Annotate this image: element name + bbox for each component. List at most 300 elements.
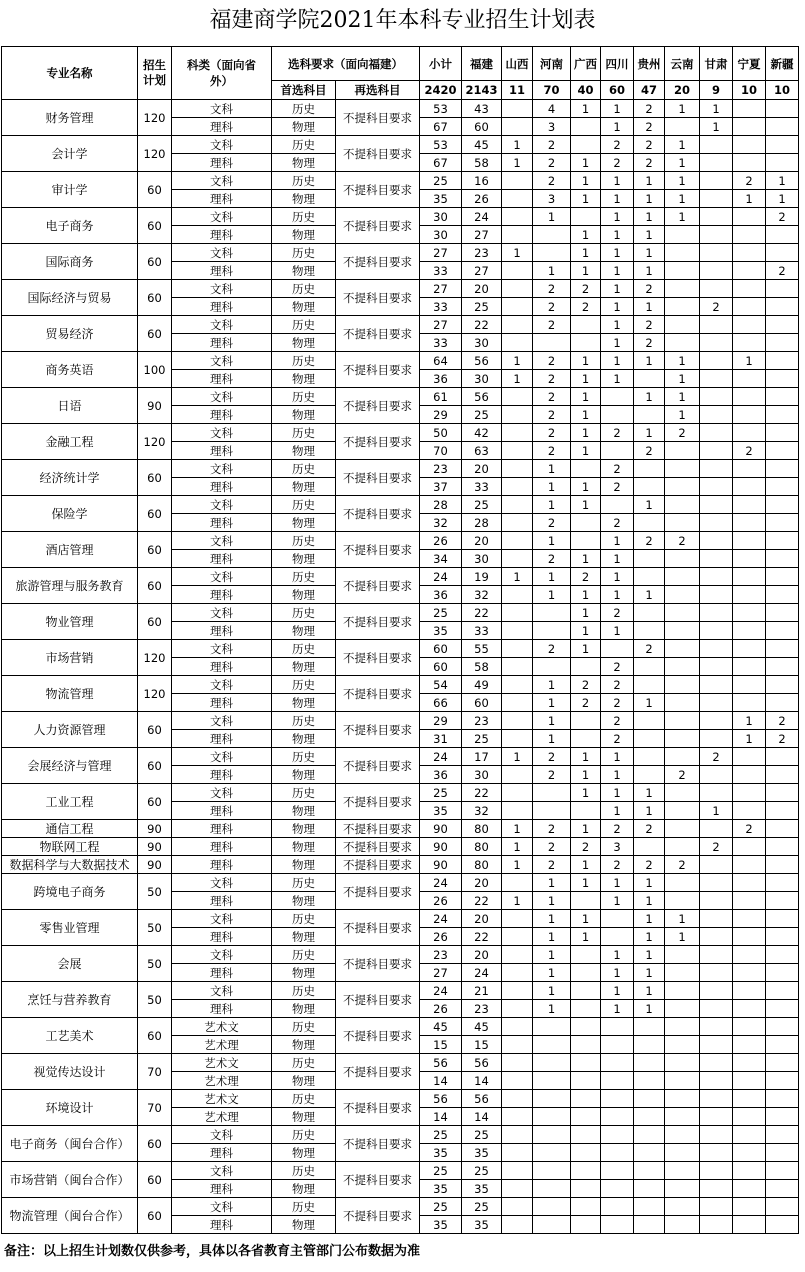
second-subject-cell: 不提科目要求 [336,1054,420,1090]
table-row [2,838,799,856]
category-cell: 艺术理 [172,1036,272,1054]
province-cell [634,406,665,424]
province-cell [502,118,533,136]
province-cell [733,424,766,442]
subtotal-cell: 26 [420,1000,462,1018]
subtotal-cell: 54 [420,676,462,694]
province-cell: 1 [601,532,634,550]
table-row [2,874,799,892]
province-cell [665,514,700,532]
province-cell [571,460,601,478]
province-cell: 1 [533,208,571,226]
plan-cell: 100 [138,352,172,388]
second-subject-cell: 不提科目要求 [336,172,420,208]
province-cell [733,982,766,1000]
plan-cell: 90 [138,838,172,856]
province-cell [571,532,601,550]
province-cell: 1 [571,406,601,424]
first-subject-cell: 历史 [272,676,336,694]
subtotal-cell: 26 [420,532,462,550]
province-cell: 2 [665,766,700,784]
province-cell [766,838,799,856]
plan-cell: 60 [138,208,172,244]
province-cell: 2 [601,478,634,496]
second-subject-cell: 不提科目要求 [336,838,420,856]
province-cell [700,244,733,262]
province-cell [533,1072,571,1090]
major-name-cell: 市场营销（闽台合作） [2,1162,138,1198]
province-cell: 1 [634,388,665,406]
province-cell [601,1054,634,1072]
plan-cell: 70 [138,1090,172,1126]
province-cell: 1 [766,190,799,208]
fujian-cell: 22 [462,784,502,802]
province-cell: 1 [601,100,634,118]
plan-cell: 60 [138,568,172,604]
province-cell: 2 [601,820,634,838]
category-cell: 理科 [172,694,272,712]
province-cell: 1 [733,712,766,730]
table-row [2,244,799,262]
major-name-cell: 工业工程 [2,784,138,820]
fujian-cell: 16 [462,172,502,190]
province-cell [601,1036,634,1054]
major-name-cell: 环境设计 [2,1090,138,1126]
province-cell [700,1126,733,1144]
first-subject-cell: 物理 [272,298,336,316]
province-cell [766,928,799,946]
province-cell: 2 [571,280,601,298]
province-cell [502,190,533,208]
major-name-cell: 国际经济与贸易 [2,280,138,316]
total-cell: 2420 [420,81,462,100]
province-cell [665,262,700,280]
province-cell [571,892,601,910]
province-cell [700,712,733,730]
category-cell: 文科 [172,100,272,118]
table-row [2,856,799,874]
province-cell: 2 [533,388,571,406]
fujian-cell: 25 [462,1198,502,1216]
category-cell: 艺术理 [172,1108,272,1126]
province-cell [766,1162,799,1180]
province-cell [533,334,571,352]
province-cell [665,838,700,856]
province-cell [665,946,700,964]
province-cell [766,316,799,334]
province-cell: 1 [502,154,533,172]
fujian-cell: 27 [462,262,502,280]
province-cell [601,442,634,460]
province-cell [733,388,766,406]
province-cell: 1 [533,730,571,748]
table-row [2,604,799,622]
fujian-cell: 26 [462,190,502,208]
second-subject-cell: 不提科目要求 [336,1198,420,1234]
fujian-cell: 22 [462,928,502,946]
province-cell [601,496,634,514]
province-cell: 1 [665,172,700,190]
province-cell: 1 [533,712,571,730]
province-cell [571,1072,601,1090]
second-subject-cell: 不提科目要求 [336,280,420,316]
subtotal-cell: 25 [420,784,462,802]
province-cell: 1 [571,622,601,640]
subtotal-cell: 35 [420,1144,462,1162]
province-cell [665,1018,700,1036]
subtotal-cell: 34 [420,550,462,568]
subtotal-cell: 23 [420,460,462,478]
province-cell [700,730,733,748]
province-cell [700,1018,733,1036]
province-cell [733,244,766,262]
province-cell: 1 [533,676,571,694]
province-cell [733,226,766,244]
province-cell [601,910,634,928]
province-cell: 1 [533,460,571,478]
province-cell [766,964,799,982]
province-cell: 1 [634,784,665,802]
province-cell [665,982,700,1000]
subtotal-cell: 66 [420,694,462,712]
fujian-cell: 32 [462,586,502,604]
province-cell: 1 [502,568,533,586]
first-subject-cell: 物理 [272,856,336,874]
province-cell [634,550,665,568]
province-cell [733,370,766,388]
province-cell [533,604,571,622]
first-subject-cell: 物理 [272,802,336,820]
province-cell: 1 [665,928,700,946]
province-cell [733,406,766,424]
province-cell: 1 [601,244,634,262]
fujian-cell: 80 [462,820,502,838]
province-cell: 1 [571,424,601,442]
province-cell [733,1198,766,1216]
province-cell: 1 [634,262,665,280]
second-subject-cell: 不提科目要求 [336,316,420,352]
province-cell [665,1198,700,1216]
province-cell [700,442,733,460]
category-cell: 文科 [172,640,272,658]
fujian-cell: 20 [462,532,502,550]
province-cell [571,1054,601,1072]
province-cell [665,874,700,892]
province-cell [533,1126,571,1144]
province-cell: 1 [601,226,634,244]
province-cell [571,1090,601,1108]
province-cell: 1 [601,118,634,136]
major-name-cell: 工艺美术 [2,1018,138,1054]
province-cell [571,1198,601,1216]
fujian-cell: 25 [462,496,502,514]
province-cell: 1 [533,262,571,280]
fujian-cell: 28 [462,514,502,532]
province-cell [700,820,733,838]
first-subject-header: 首选科目 [272,81,336,100]
province-cell [502,910,533,928]
province-cell [502,1198,533,1216]
province-cell [665,1216,700,1234]
category-cell: 文科 [172,604,272,622]
plan-cell: 60 [138,712,172,748]
province-cell: 1 [601,298,634,316]
province-cell [766,820,799,838]
province-cell [502,406,533,424]
province-cell [502,730,533,748]
first-subject-cell: 物理 [272,118,336,136]
first-subject-cell: 物理 [272,694,336,712]
major-name-cell: 贸易经济 [2,316,138,352]
province-cell [502,208,533,226]
province-cell [665,640,700,658]
province-cell [634,1054,665,1072]
province-cell [766,982,799,1000]
category-cell: 理科 [172,190,272,208]
province-cell: 1 [571,370,601,388]
province-cell [665,1000,700,1018]
subtotal-cell: 37 [420,478,462,496]
province-cell [766,586,799,604]
first-subject-cell: 历史 [272,604,336,622]
fujian-cell: 43 [462,100,502,118]
province-cell: 1 [502,856,533,874]
table-row [2,1162,799,1180]
category-cell: 理科 [172,1216,272,1234]
province-cell [502,658,533,676]
province-cell: 2 [571,568,601,586]
province-cell: 2 [634,640,665,658]
major-name-cell: 国际商务 [2,244,138,280]
province-cell [733,154,766,172]
first-subject-cell: 物理 [272,226,336,244]
plan-cell: 120 [138,424,172,460]
fujian-cell: 23 [462,712,502,730]
fujian-cell: 80 [462,856,502,874]
subtotal-cell: 56 [420,1090,462,1108]
first-subject-cell: 历史 [272,946,336,964]
first-subject-cell: 物理 [272,550,336,568]
plan-cell: 60 [138,460,172,496]
province-cell: 1 [601,982,634,1000]
province-cell [571,1018,601,1036]
major-name-cell: 数据科学与大数据技术 [2,856,138,874]
fujian-cell: 22 [462,604,502,622]
category-cell: 文科 [172,874,272,892]
province-cell [700,154,733,172]
province-cell: 1 [571,388,601,406]
province-cell [733,892,766,910]
province-cell [733,694,766,712]
fujian-cell: 25 [462,1126,502,1144]
province-cell [634,1090,665,1108]
province-cell: 1 [533,910,571,928]
province-cell: 2 [634,856,665,874]
province-cell [733,460,766,478]
province-cell [571,658,601,676]
table-row [2,1126,799,1144]
province-cell [502,964,533,982]
province-cell: 1 [571,190,601,208]
province-cell [766,370,799,388]
province-cell [634,748,665,766]
province-cell [665,604,700,622]
province-cell: 3 [533,118,571,136]
province-cell [665,658,700,676]
province-cell [601,388,634,406]
subtotal-cell: 27 [420,316,462,334]
province-cell [502,334,533,352]
second-subject-cell: 不提科目要求 [336,1018,420,1054]
province-cell [700,586,733,604]
subtotal-cell: 35 [420,622,462,640]
province-cell: 1 [571,748,601,766]
major-name-cell: 财务管理 [2,100,138,136]
major-name-cell: 物联网工程 [2,838,138,856]
subtotal-cell: 53 [420,136,462,154]
province-cell: 1 [733,190,766,208]
province-cell [502,1162,533,1180]
province-cell [733,676,766,694]
table-body [2,100,799,1234]
subtotal-cell: 25 [420,1162,462,1180]
province-cell: 1 [634,892,665,910]
province-cell: 2 [634,280,665,298]
province-cell [766,658,799,676]
second-subject-cell: 不提科目要求 [336,712,420,748]
category-header [172,47,272,100]
province-cell [766,334,799,352]
subtotal-cell: 25 [420,172,462,190]
major-name-cell: 会计学 [2,136,138,172]
province-cell [533,658,571,676]
major-name-cell: 物业管理 [2,604,138,640]
province-cell: 1 [571,172,601,190]
province-cell [766,910,799,928]
province-cell [766,676,799,694]
province-cell: 1 [571,766,601,784]
first-subject-cell: 历史 [272,244,336,262]
province-cell: 2 [533,316,571,334]
major-name-cell: 物流管理 [2,676,138,712]
province-cell [766,1180,799,1198]
province-cell [502,496,533,514]
category-cell: 文科 [172,136,272,154]
province-cell [665,676,700,694]
plan-cell: 90 [138,820,172,838]
major-name-cell: 烹饪与营养教育 [2,982,138,1018]
province-cell: 2 [601,712,634,730]
fujian-cell: 30 [462,370,502,388]
fujian-cell: 55 [462,640,502,658]
province-cell [634,712,665,730]
province-cell [733,604,766,622]
subtotal-cell: 30 [420,208,462,226]
major-name-cell: 会展 [2,946,138,982]
first-subject-cell: 物理 [272,658,336,676]
category-cell: 文科 [172,1198,272,1216]
province-cell: 1 [533,694,571,712]
province-cell [502,514,533,532]
province-cell [733,478,766,496]
category-cell: 文科 [172,946,272,964]
province-cell: 1 [571,910,601,928]
province-cell: 1 [601,946,634,964]
category-cell: 理科 [172,334,272,352]
first-subject-cell: 历史 [272,424,336,442]
province-cell [601,1180,634,1198]
table-row [2,712,799,730]
major-header: 专业名称 [2,47,138,100]
province-cell [766,640,799,658]
province-cell [766,694,799,712]
province-cell: 1 [601,802,634,820]
province-cell: 2 [665,424,700,442]
province-cell: 1 [665,208,700,226]
category-cell: 理科 [172,856,272,874]
fujian-cell: 32 [462,802,502,820]
province-cell: 1 [502,838,533,856]
province-cell [766,1018,799,1036]
first-subject-cell: 物理 [272,1072,336,1090]
province-cell: 2 [533,838,571,856]
first-subject-cell: 物理 [272,406,336,424]
plan-cell: 50 [138,982,172,1018]
first-subject-cell: 物理 [272,586,336,604]
province-cell [700,388,733,406]
first-subject-cell: 历史 [272,784,336,802]
province-cell [601,1126,634,1144]
subtotal-cell: 53 [420,100,462,118]
province-cell [634,1198,665,1216]
province-cell: 1 [601,208,634,226]
province-cell: 2 [601,694,634,712]
table-row [2,352,799,370]
province-cell: 1 [601,172,634,190]
province-cell [766,280,799,298]
province-cell: 1 [601,280,634,298]
second-subject-cell: 不提科目要求 [336,100,420,136]
province-cell: 1 [634,352,665,370]
province-cell [700,766,733,784]
province-cell [502,874,533,892]
province-cell [700,424,733,442]
province-cell [700,316,733,334]
province-cell: 1 [571,226,601,244]
province-cell [665,118,700,136]
province-cell [533,622,571,640]
province-cell [601,1072,634,1090]
province-cell [733,1036,766,1054]
subtotal-cell: 67 [420,154,462,172]
second-subject-cell: 不提科目要求 [336,676,420,712]
first-subject-cell: 物理 [272,478,336,496]
province-cell [733,928,766,946]
province-cell: 1 [601,190,634,208]
first-subject-cell: 历史 [272,532,336,550]
first-subject-cell: 物理 [272,514,336,532]
province-cell [634,766,665,784]
fujian-cell: 35 [462,1144,502,1162]
province-cell [571,946,601,964]
major-name-cell: 旅游管理与服务教育 [2,568,138,604]
province-cell [634,1108,665,1126]
province-cell [700,190,733,208]
province-cell: 1 [601,568,634,586]
province-cell [700,910,733,928]
province-cell [502,1090,533,1108]
province-cell [700,514,733,532]
